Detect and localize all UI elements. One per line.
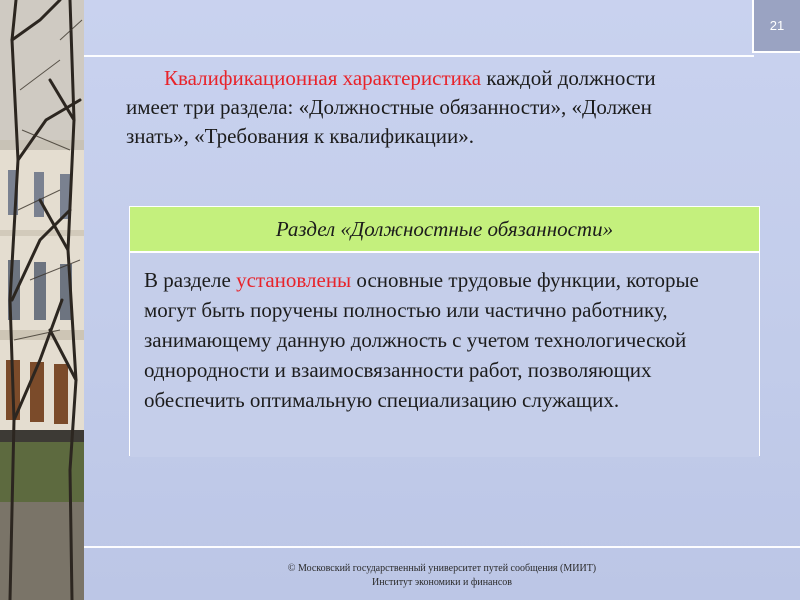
intro-paragraph bbox=[126, 64, 686, 151]
table-body-text-end: основные трудовые функции, которые могут быть поручены полностью или частично работнику, занимающему данную должность с учетом технологической однородности и взаимосвязанности работ, позволяющих обеспечить оптимальную специализацию служащих. bbox=[144, 268, 699, 412]
footer-line-university: © Московский государственный университет путей сообщения (МИИТ) bbox=[287, 563, 597, 574]
intro-text: каждой должности имеет три раздела: «Должностные обязанности», «Должен знать», «Требования к квалификации». bbox=[126, 66, 656, 148]
table-body bbox=[130, 253, 759, 457]
duties-table bbox=[129, 206, 760, 456]
building-photo-art bbox=[0, 0, 84, 600]
footer bbox=[84, 562, 800, 590]
page-number: 21 bbox=[752, 0, 800, 53]
table-header: Раздел «Должностные обязанности» bbox=[130, 207, 759, 253]
intro-highlight: Квалификационная характеристика bbox=[164, 66, 482, 90]
table-body-highlight: установлены bbox=[236, 268, 352, 292]
header-divider bbox=[84, 55, 754, 57]
footer-line-institute: Институт экономики и финансов bbox=[371, 577, 513, 588]
table-body-text-start: В разделе bbox=[144, 268, 237, 292]
building-photo bbox=[0, 0, 84, 600]
footer-divider bbox=[84, 546, 800, 548]
